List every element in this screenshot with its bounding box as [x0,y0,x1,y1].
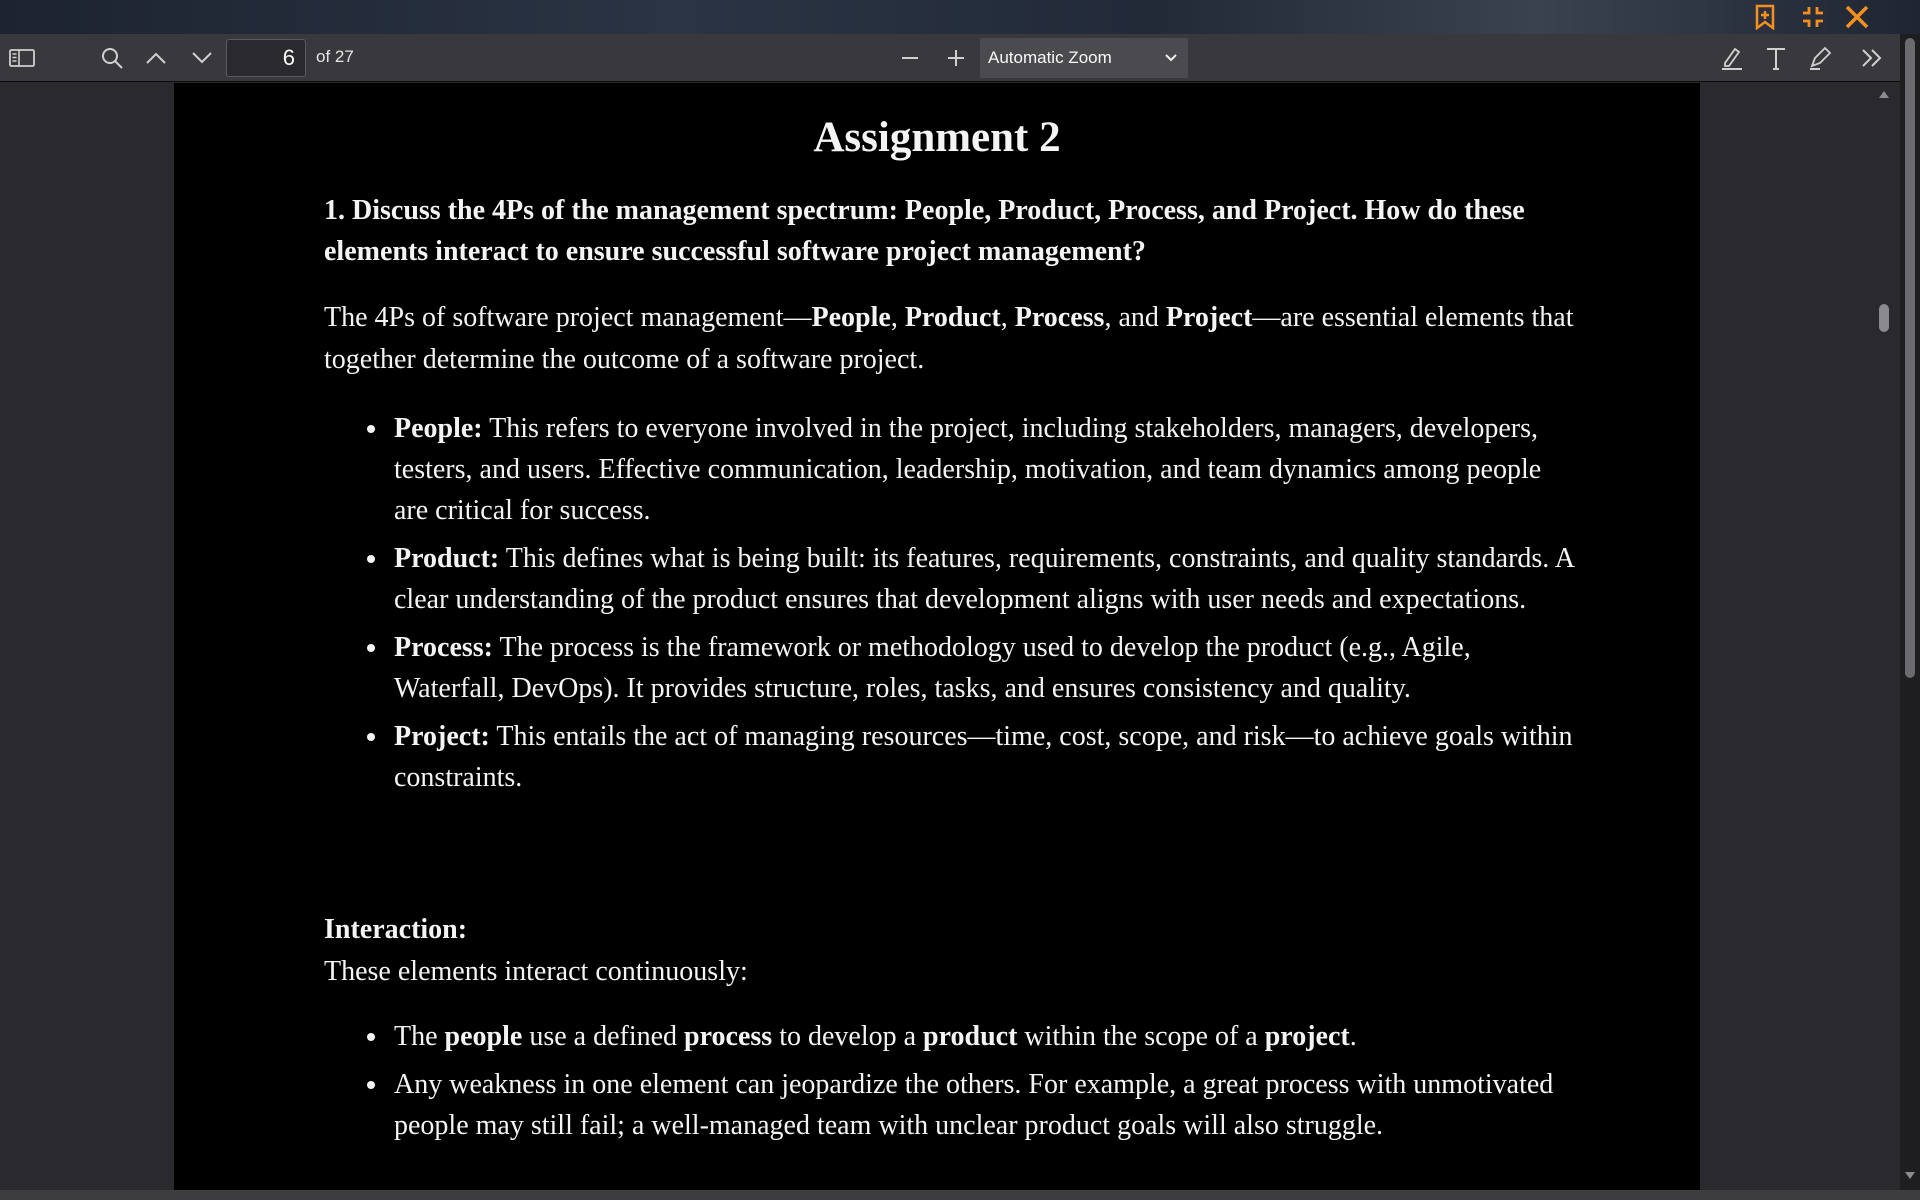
zoom-select[interactable] [980,38,1188,78]
viewer-scrollbar[interactable] [1876,83,1892,1190]
draw-icon[interactable] [1804,42,1836,74]
interaction-list [324,1016,1574,1153]
viewer-scroll-thumb[interactable] [1879,304,1889,332]
sidebar-toggle-icon[interactable] [6,42,38,74]
interaction-section [324,909,1574,993]
list-item: People: This refers to everyone involved in the project, including stakeholders, managers, developers, testers, and users. Effective communication, leadership, motivation, and team dynamics among people are critical for success. [324,408,1574,531]
page-number-input[interactable] [226,39,306,77]
close-icon[interactable] [1840,2,1874,32]
pdf-page [174,83,1700,1190]
pdf-toolbar [0,34,1900,82]
four-ps-list [324,408,1574,805]
bottom-strip [0,1190,1920,1200]
text-icon[interactable] [1760,42,1792,74]
page-count-label: of 27 [316,47,354,66]
list-item: The people use a defined process to develop a product within the scope of a project. [324,1016,1574,1057]
search-icon[interactable] [96,42,128,74]
list-item: Any weakness in one element can jeopardize the others. For example, a great process with unmotivated people may still fail; a well-managed team with unclear product goals will also struggle. [324,1064,1574,1146]
minus-icon[interactable] [894,42,926,74]
highlight-icon[interactable] [1716,42,1748,74]
zoom-select-label: Automatic Zoom [988,48,1112,67]
scroll-down-arrow-icon[interactable] [1904,1171,1916,1181]
interaction-heading: Interaction: [324,914,468,945]
list-item: Product: This defines what is being built: its features, requirements, constraints, and quality standards. A clear understanding of the product ensures that development aligns with user needs and expectations. [324,538,1574,620]
document-viewer[interactable] [0,83,1900,1190]
exit-fullscreen-icon[interactable] [1796,2,1830,32]
question-heading: 1. Discuss the 4Ps of the management spectrum: People, Product, Process, and Project. How do these elements interact to ensure successful software project management? [324,195,1525,267]
window-scroll-thumb[interactable] [1905,38,1915,678]
window-titlebar [0,0,1920,34]
bookmark-add-icon[interactable] [1748,2,1782,32]
chevron-down-icon[interactable] [186,42,218,74]
document-title: Assignment 2 [813,114,1061,161]
chevron-up-icon[interactable] [140,42,172,74]
list-item: Project: This entails the act of managing resources—time, cost, scope, and risk—to achieve goals within constraints. [324,716,1574,798]
plus-icon[interactable] [940,42,972,74]
double-chevron-right-icon[interactable] [1856,42,1888,74]
window-scrollbar[interactable] [1900,34,1920,1190]
intro-paragraph: The 4Ps of software project management—People, Product, Process, and Project—are essential elements that together determine the outcome of a software project. [324,302,1574,375]
scroll-up-arrow-icon[interactable] [1878,89,1890,99]
interaction-text: These elements interact continuously: [324,956,748,987]
list-item: Process: The process is the framework or methodology used to develop the product (e.g., Agile, Waterfall, DevOps). It provides structure, roles, tasks, and ensures consistency and quality. [324,627,1574,709]
